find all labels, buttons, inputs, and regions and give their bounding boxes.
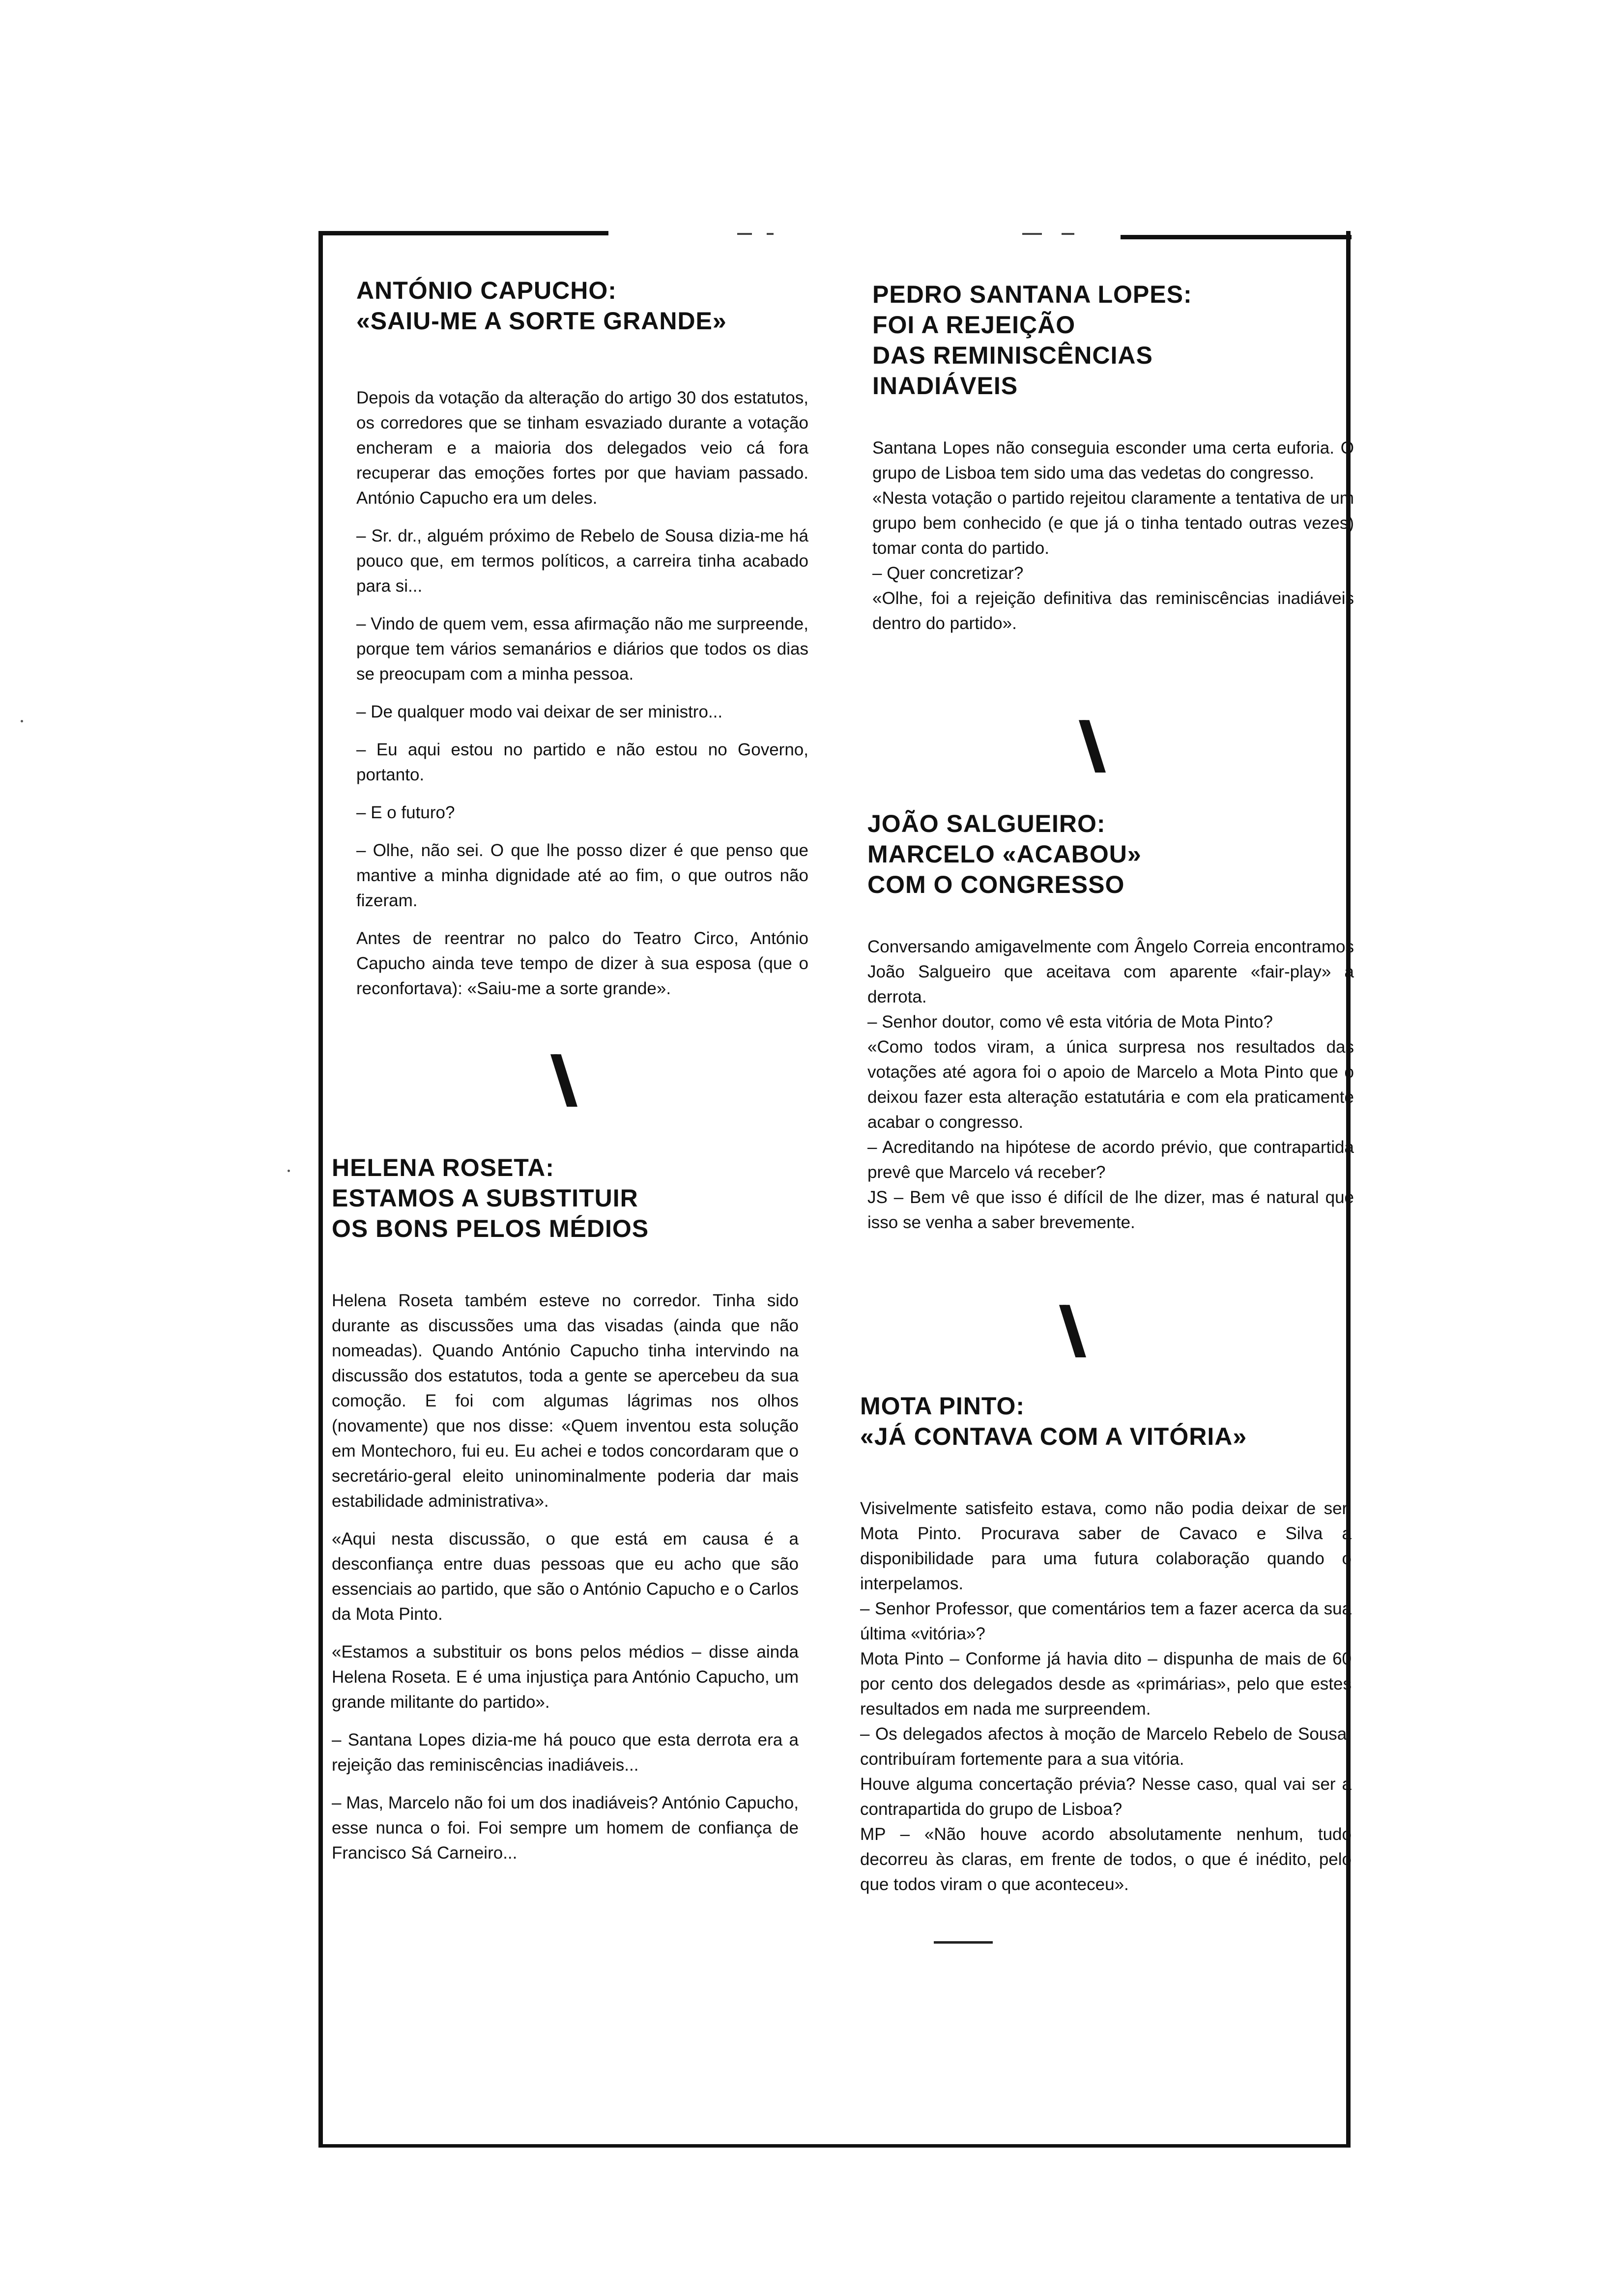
article-body — [356, 385, 808, 1001]
paragraph: «Estamos a substituir os bons pelos médios – disse ainda Helena Roseta. E é uma injustiça para António Capucho, um grande militante do partido». — [332, 1642, 799, 1712]
paragraph: «Nesta votação o partido rejeitou claramente a tentativa de um grupo bem conhecido (e que já o tinha tentado outras vezes) tomar conta do partido. — [872, 488, 1354, 558]
paragraph: – E o futuro? — [356, 803, 455, 822]
scan-speck — [1022, 233, 1042, 235]
paragraph: Houve alguma concertação prévia? Nesse caso, qual vai ser a contrapartida do grupo de Lisboa? — [860, 1775, 1352, 1819]
paragraph: – Olhe, não sei. O que lhe posso dizer é que penso que mantive a minha dignidade até ao fim, o que outros não fizeram. — [356, 841, 808, 910]
paragraph: Conversando amigavelmente com Ângelo Correia encontramos João Salgueiro que aceitava com aparente «fair-play» a derrota. — [867, 937, 1354, 1006]
paragraph: «Como todos viram, a única surpresa nos resultados das votações até agora foi o apoio de Marcelo a Mota Pinto que o deixou fazer esta alteração estatutária e com ela praticamente acabar o congresso. — [867, 1037, 1354, 1132]
paragraph: – Os delegados afectos à moção de Marcelo Rebelo de Sousa, contribuíram fortemente para a sua vitória. — [860, 1724, 1352, 1769]
scan-speck — [288, 1170, 290, 1172]
scan-speck — [1062, 233, 1074, 235]
paragraph: Mota Pinto – Conforme já havia dito – dispunha de mais de 60 por cento dos delegados desde as «primárias», pelo que estes resultados em nada me surpreendem. — [860, 1649, 1352, 1719]
paragraph: Visivelmente satisfeito estava, como não podia deixar de ser, Mota Pinto. Procurava saber de Cavaco e Silva a disponibilidade para uma futura colaboração quando o interpelamos. — [860, 1499, 1352, 1593]
scan-speck — [737, 233, 752, 235]
section-capucho — [356, 275, 808, 1001]
paragraph: – Quer concretizar? — [872, 564, 1024, 583]
paragraph: – Santana Lopes dizia-me há pouco que esta derrota era a rejeição das reminiscências inadiáveis... — [332, 1730, 799, 1775]
paragraph: – Mas, Marcelo não foi um dos inadiáveis? António Capucho, esse nunca o foi. Foi sempre um homem de confiança de Francisco Sá Carneiro... — [332, 1793, 799, 1863]
headline: HELENA ROSETA: ESTAMOS A SUBSTITUIR OS BONS PELOS MÉDIOS — [332, 1154, 649, 1242]
paragraph: – Sr. dr., alguém próximo de Rebelo de Sousa dizia-me há pouco que, em termos políticos, a carreira tinha acabado para si... — [356, 526, 808, 596]
scan-speck — [21, 720, 23, 722]
paragraph: – De qualquer modo vai deixar de ser ministro... — [356, 702, 723, 721]
section-salgueiro — [867, 808, 1354, 1235]
headline: PEDRO SANTANA LOPES: FOI A REJEIÇÃO DAS REMINISCÊNCIAS INADIÁVEIS — [872, 281, 1192, 400]
article-body — [860, 1496, 1352, 1897]
paragraph: JS – Bem vê que isso é difícil de lhe dizer, mas é natural que isso se venha a saber brevemente. — [867, 1188, 1354, 1232]
headline: MOTA PINTO: «JÁ CONTAVA COM A VITÓRIA» — [860, 1392, 1247, 1450]
section-divider-icon: \\ — [550, 1041, 558, 1116]
article-body — [332, 1288, 799, 1866]
section-mota — [860, 1391, 1352, 1897]
paragraph: MP – «Não houve acordo absolutamente nenhum, tudo decorreu às claras, em frente de todos, o que é inédito, pelo que todos viram o que aconteceu». — [860, 1825, 1352, 1894]
paragraph: – Senhor doutor, como vê esta vitória de Mota Pinto? — [867, 1012, 1273, 1032]
headline: ANTÓNIO CAPUCHO: «SAIU-ME A SORTE GRANDE» — [356, 277, 727, 335]
paragraph: Depois da votação da alteração do artigo 30 dos estatutos, os corredores que se tinham esvaziado durante a votação encheram e a maioria dos delegados veio cá fora recuperar das emoções fortes por que haviam passado. António Capucho era um deles. — [356, 388, 808, 508]
headline: JOÃO SALGUEIRO: MARCELO «ACABOU» COM O CONGRESSO — [867, 810, 1142, 898]
article-body — [872, 435, 1354, 636]
section-divider-icon: \\ — [1059, 1292, 1066, 1367]
paragraph: Helena Roseta também esteve no corredor. Tinha sido durante as discussões uma das visadas (ainda que não nomeadas). Quando António Capucho tinha intervindo na discussão dos estatutos, toda a gente se apercebeu da sua comoção. E foi com algumas lágrimas nos olhos (novamente) que nos disse: «Quem inventou esta solução em Montechoro, fui eu. Eu achei e todos concordaram que o secretário-geral eleito uninominalmente poderia dar mais estabilidade administrativa». — [332, 1291, 799, 1511]
paragraph: – Acreditando na hipótese de acordo prévio, que contrapartida prevê que Marcelo vá receber? — [867, 1138, 1354, 1182]
paragraph: «Olhe, foi a rejeição definitiva das reminiscências inadiáveis dentro do partido». — [872, 589, 1354, 633]
paragraph: Santana Lopes não conseguia esconder uma certa euforia. O grupo de Lisboa tem sido uma das vedetas do congresso. — [872, 438, 1354, 483]
paragraph: Antes de reentrar no palco do Teatro Circo, António Capucho ainda teve tempo de dizer à sua esposa (que o reconfortava): «Saiu-me a sorte grande». — [356, 929, 808, 998]
top-rule — [1121, 235, 1352, 239]
paragraph: «Aqui nesta discussão, o que está em causa é a desconfiança entre duas pessoas que eu acho que são essenciais ao partido, que são o António Capucho e o Carlos da Mota Pinto. — [332, 1529, 799, 1624]
section-santana — [872, 279, 1354, 636]
paragraph: – Eu aqui estou no partido e não estou no Governo, portanto. — [356, 740, 808, 784]
paragraph: – Vindo de quem vem, essa afirmação não me surpreende, porque tem vários semanários e diários que todos os dias se preocupam com a minha pessoa. — [356, 614, 808, 684]
top-rule — [318, 231, 608, 235]
section-roseta — [332, 1152, 799, 1866]
section-divider-icon: \\ — [1079, 707, 1086, 782]
paragraph: – Senhor Professor, que comentários tem a fazer acerca da sua última «vitória»? — [860, 1599, 1352, 1643]
article-body — [867, 934, 1354, 1235]
bottom-rule — [934, 1941, 993, 1944]
scan-speck — [767, 233, 774, 235]
